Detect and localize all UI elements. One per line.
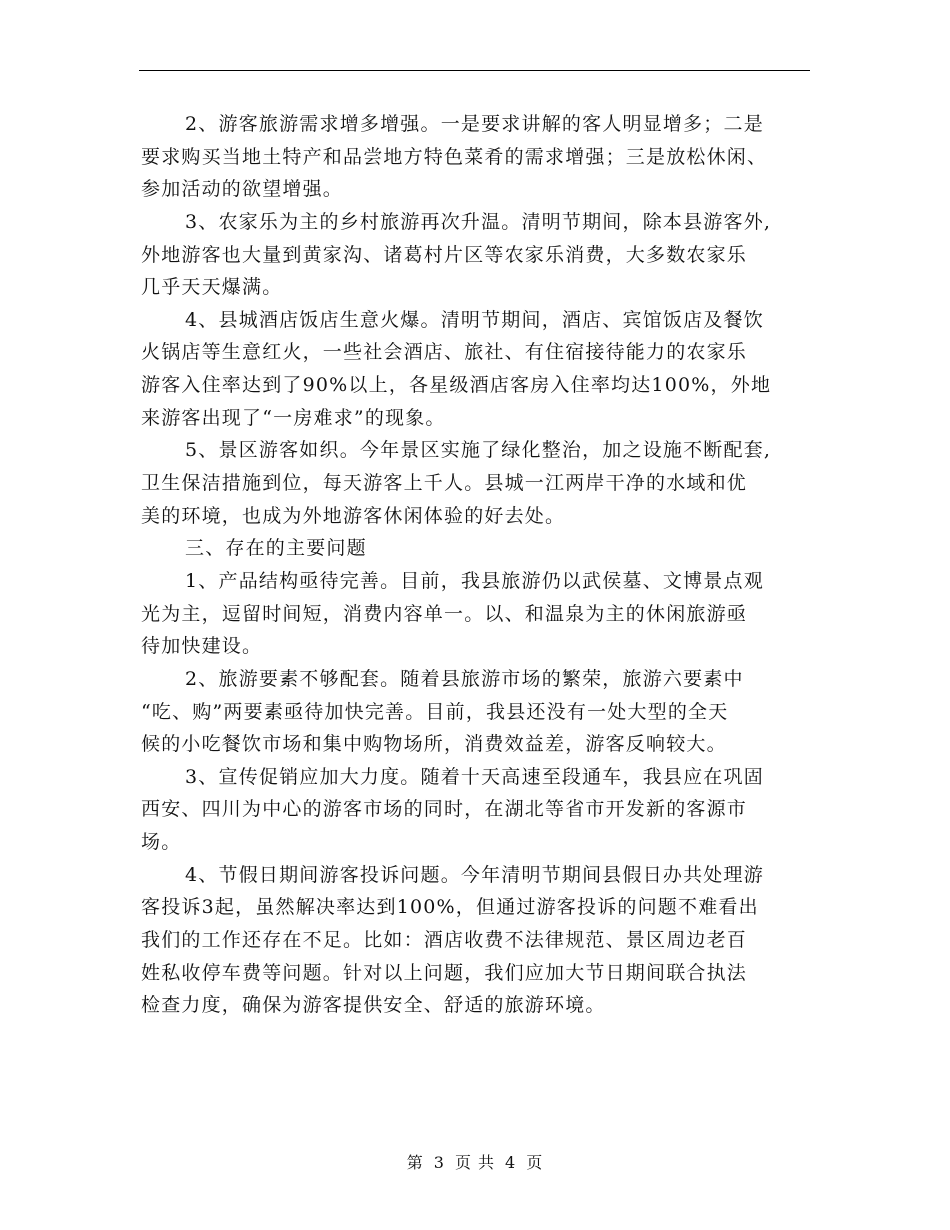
text-line: 场。 [141, 831, 182, 854]
document-body [141, 108, 823, 1022]
header-rule [139, 70, 810, 71]
footer-total-pages: 4 [505, 1153, 517, 1172]
text-line: 检查力度，确保为游客提供安全、舒适的旅游环境。 [141, 994, 606, 1017]
text-line: 5、景区游客如织。今年景区实施了绿化整治，加之设施不断配套, [185, 439, 772, 462]
footer-middle: 页 共 [454, 1153, 496, 1172]
text-line: 几乎天天爆满。 [141, 276, 283, 299]
text-line: 3、农家乐为主的乡村旅游再次升温。清明节期间，除本县游客外, [185, 210, 772, 233]
text-line: 西安、四川为中心的游客市场的同时，在湖北等省市开发新的客源市 [141, 798, 748, 821]
text-line: 要求购买当地土特产和品尝地方特色菜肴的需求增强；三是放松休闲、 [141, 145, 768, 168]
text-line: 来游客出现了“一房难求”的现象。 [141, 406, 446, 429]
text-line: 姓私收停车费等问题。针对以上问题，我们应加大节日期间联合执法 [141, 961, 748, 984]
text-line: 光为主，逗留时间短，消费内容单一。以、和温泉为主的休闲旅游亟 [141, 602, 748, 625]
footer-suffix: 页 [526, 1153, 544, 1172]
text-line: 参加活动的欲望增强。 [141, 178, 344, 201]
text-line: “吃、购”两要素亟待加快完善。目前，我县还没有一处大型的全天 [141, 700, 729, 723]
text-line: 卫生保洁措施到位，每天游客上千人。县城一江两岸干净的水域和优 [141, 472, 748, 495]
footer-prefix: 第 [406, 1153, 424, 1172]
text-line: 4、节假日期间游客投诉问题。今年清明节期间县假日办共处理游 [185, 863, 764, 886]
text-line: 外地游客也大量到黄家沟、诸葛村片区等农家乐消费，大多数农家乐 [141, 243, 748, 266]
text-line: 3、宣传促销应加大力度。随着十天高速至段通车，我县应在巩固 [185, 765, 764, 788]
text-line: 客投诉3起，虽然解决率达到100%，但通过游客投诉的问题不难看出 [141, 896, 759, 919]
text-line: 我们的工作还存在不足。比如：酒店收费不法律规范、景区周边老百 [141, 929, 748, 952]
text-line: 1、产品结构亟待完善。目前，我县旅游仍以武侯墓、文博景点观 [185, 569, 764, 592]
footer-current-page: 3 [433, 1153, 445, 1172]
text-line: 三、存在的主要问题 [185, 537, 367, 560]
text-line: 2、游客旅游需求增多增强。一是要求讲解的客人明显增多；二是 [185, 113, 764, 135]
page-footer [0, 1150, 950, 1173]
text-line: 美的环境，也成为外地游客休闲体验的好去处。 [141, 504, 566, 527]
text-line: 2、旅游要素不够配套。随着县旅游市场的繁荣，旅游六要素中 [185, 667, 744, 690]
text-line: 游客入住率达到了90%以上，各星级酒店客房入住率均达100%，外地 [141, 374, 772, 397]
text-line: 候的小吃餐饮市场和集中购物场所，消费效益差，游客反响较大。 [141, 733, 727, 756]
text-line: 火锅店等生意红火，一些社会酒店、旅社、有住宿接待能力的农家乐 [141, 341, 748, 364]
text-line: 待加快建设。 [141, 635, 263, 658]
text-line: 4、县城酒店饭店生意火爆。清明节期间，酒店、宾馆饭店及餐饮 [185, 308, 764, 331]
